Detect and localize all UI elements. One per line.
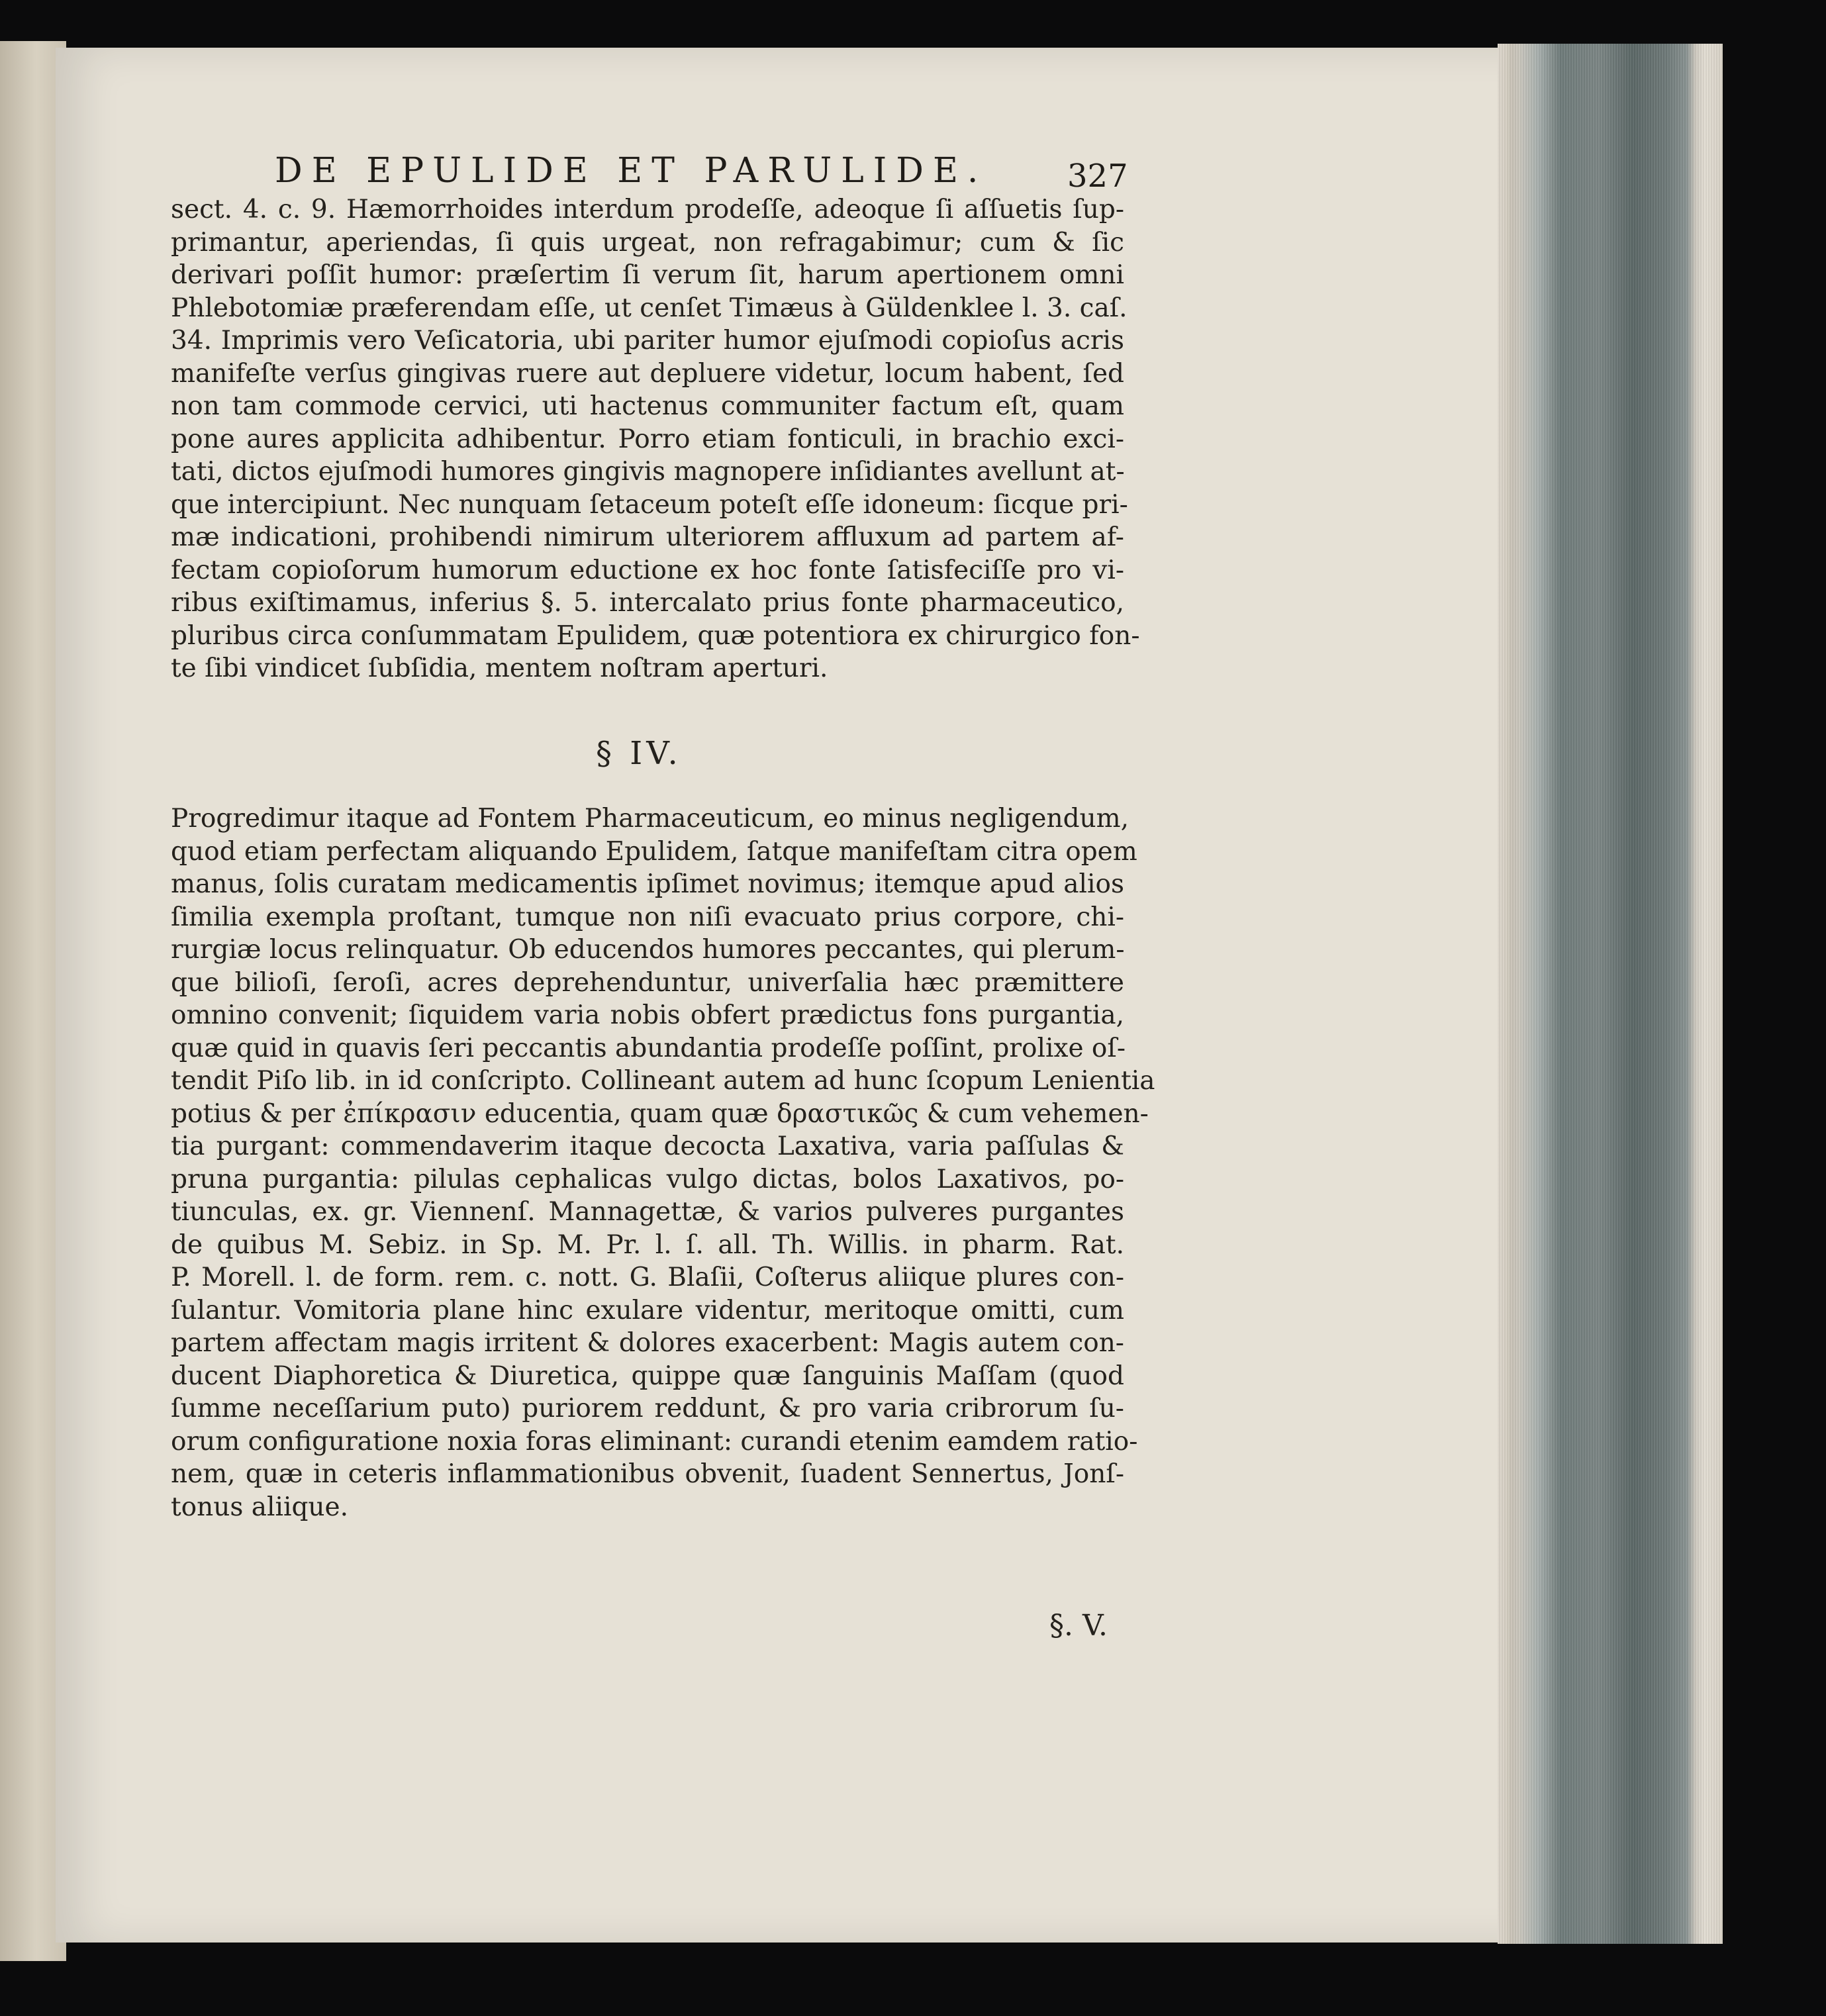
text-line: Progredimur itaque ad Fontem Pharmaceuticum, eo minus negligendum, [171, 804, 1129, 834]
paragraph-continuation [171, 193, 1140, 685]
section-heading: § IV. [596, 735, 682, 772]
text-line: te ſibi vindicet ſubſidia, mentem noſtram aperturi. [171, 653, 828, 683]
text-line: primantur, aperiendas, ſi quis urgeat, non refragabimur; cum & ſic [171, 227, 1124, 258]
text-line: de quibus M. Sebiz. in Sp. M. Pr. l. ſ. all. Th. Willis. in pharm. Rat. [171, 1229, 1124, 1260]
text-line: quæ quid in quavis ſeri peccantis abundantia prodeſſe poſſint, prolixe oſ- [171, 1033, 1126, 1063]
text-line: pruna purgantia: pilulas cephalicas vulgo dictas, bolos Laxativos, po- [171, 1164, 1124, 1194]
text-line: omnino convenit; ſiquidem varia nobis obfert prædictus fons purgantia, [171, 1000, 1124, 1030]
text-line: tiunculas, ex. gr. Viennenſ. Mannagettæ, & varios pulveres purgantes [171, 1197, 1124, 1227]
text-line: ſimilia exempla proſtant, tumque non niſi evacuato prius corpore, chi- [171, 902, 1124, 932]
running-title: DE EPULIDE ET PARULIDE. [275, 151, 988, 191]
text-line: tonus aliique. [171, 1492, 349, 1522]
text-line: mæ indicationi, prohibendi nimirum ulteriorem affluxum ad partem af- [171, 522, 1124, 552]
text-line: manus, ſolis curatam medicamentis ipſimet novimus; itemque apud alios [171, 869, 1124, 899]
text-line: tia purgant: commendaverim itaque decocta Laxativa, varia paſſulas & [171, 1131, 1124, 1161]
text-line: P. Morell. l. de form. rem. c. nott. G. Blaſii, Coſterus aliique plures con- [171, 1263, 1124, 1292]
text-line: manifeſte verſus gingivas ruere aut depluere videtur, locum habent, ſed [171, 358, 1124, 389]
text-line: pluribus circa conſummatam Epulidem, quæ potentiora ex chirurgico fon- [171, 620, 1140, 651]
text-line: ſumme neceſſarium puto) puriorem reddunt, & pro varia cribrorum ſu- [171, 1394, 1124, 1423]
text-line: fectam copioſorum humorum eductione ex hoc fonte ſatisfeciſſe pro vi- [171, 555, 1124, 585]
text-line: sect. 4. c. 9. Hæmorrhoides interdum prodeſſe, adeoque ſi aſſuetis ſup- [171, 195, 1124, 224]
text-line: tendit Piſo lib. in id conſcripto. Collineant autem ad hunc ſcopum Lenientia [171, 1066, 1155, 1096]
text-line: orum configuratione noxia foras eliminant: curandi etenim eamdem ratio- [171, 1426, 1138, 1457]
text-line: potius & per ἐπίκρασιν educentia, quam quæ δραστικῶς & cum vehemen- [171, 1098, 1149, 1129]
catchword: §. V. [1049, 1609, 1108, 1643]
text-line: ribus exiſtimamus, inferius §. 5. intercalato prius fonte pharmaceutico, [171, 588, 1124, 618]
text-line: ſulantur. Vomitoria plane hinc exulare videntur, meritoque omitti, cum [171, 1295, 1124, 1325]
text-line: pone aures applicita adhibentur. Porro etiam fonticuli, in brachio exci- [171, 424, 1124, 454]
text-line: nem, quæ in ceteris inflammationibus obvenit, ſuadent Sennertus, Jonſ- [171, 1459, 1124, 1489]
text-line: derivari poſſit humor: præſertim ſi verum ſit, harum apertionem omni [171, 260, 1124, 290]
text-line: ducent Diaphoretica & Diuretica, quippe quæ ſanguinis Maſſam (quod [171, 1361, 1124, 1391]
text-line: tati, dictos ejuſmodi humores gingivis magnopere inſidiantes avellunt at- [171, 457, 1125, 487]
text-line: que intercipiunt. Nec nunquam ſetaceum poteſt eſſe idoneum: ſicque pri- [171, 489, 1128, 520]
book-fore-edge [1498, 44, 1723, 1944]
text-line: Phlebotomiæ præferendam eſſe, ut cenſet Timæus à Güldenklee l. 3. caſ. [171, 293, 1128, 323]
text-line: non tam commode cervici, uti hactenus communiter factum eſt, quam [171, 391, 1124, 421]
text-line: quod etiam perfectam aliquando Epulidem, ſatque manifeſtam citra opem [171, 836, 1137, 867]
text-line: partem affectam magis irritent & dolores exacerbent: Magis autem con- [171, 1328, 1124, 1358]
text-line: rurgiæ locus relinquatur. Ob educendos humores peccantes, qui plerum- [171, 935, 1125, 965]
page-number: 327 [1067, 158, 1128, 195]
text-line: que bilioſi, ſeroſi, acres deprehenduntur, univerſalia hæc præmittere [171, 967, 1124, 998]
text-line: 34. Imprimis vero Veſicatoria, ubi pariter humor ejuſmodi copioſus acris [171, 326, 1124, 356]
paragraph-section-iv [171, 802, 1155, 1523]
